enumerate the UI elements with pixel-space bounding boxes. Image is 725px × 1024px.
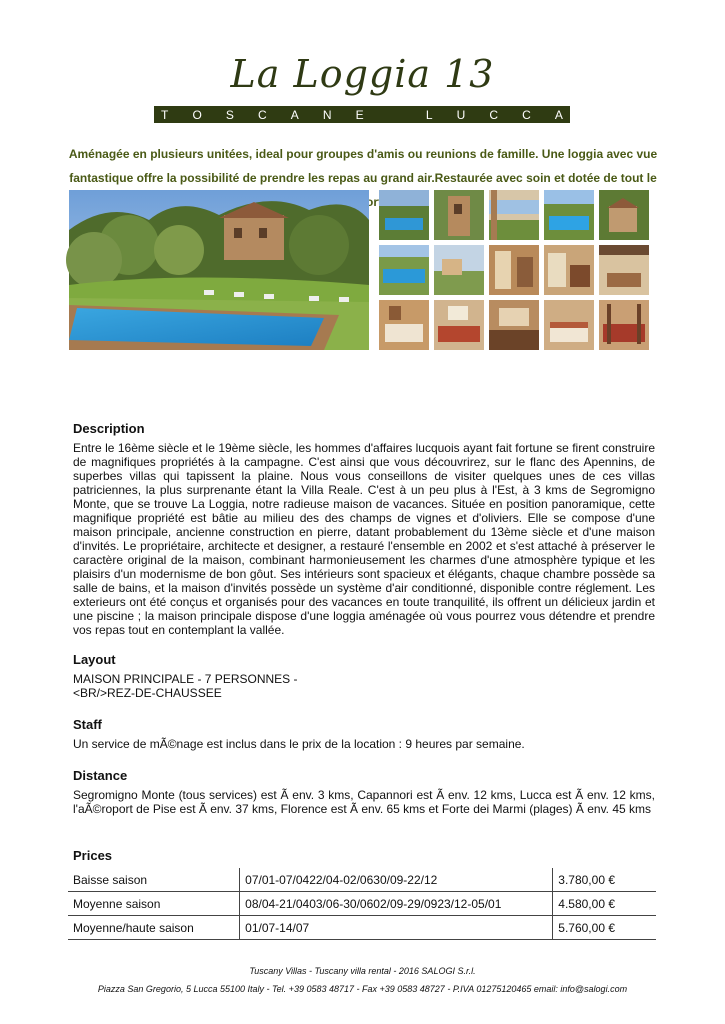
dates-cell: 01/07-14/07	[240, 916, 553, 940]
main-photo	[69, 190, 369, 350]
table-row	[68, 868, 656, 892]
thumbnail[interactable]	[544, 245, 594, 295]
layout-section	[73, 652, 655, 700]
band-letter: U	[456, 107, 466, 122]
band-letter: E	[355, 107, 364, 122]
description-text: Entre le 16ème siècle et le 19ème siècle, les hommes d'affaires lucquois ayant fait fortune se firent construire de magnifiques propriétés à la campagne. C'est ainsi que vous découvrirez, sur le flanc des Apennins, de superbes villas qui tapissent la plaine. Nous vous conseillons de visiter quelques unes de ces villas patriciennes, la plus surprenante étant la Villa Reale. C'est à un peu plus à l'Est, à 3 kms de Segromigno Monte, que se trouve La Loggia, notre radieuse maison de vacances. Située en position panoramique, cette magnifique propriété est bâtie au milieu des des champs de vignes et d'oliviers. Elle se compose d'une maison principale, ancienne construction en pierre, datant probablement du 13ème siècle et d'une maison d'invités. Le propriétaire, architecte et designer, a restauré l'ensemble en 2002 et s'est attaché à préserver le caractère original de la maison, combinant harmonieusement les charmes d'une atmosphère typique et les plaisirs d'un modernisme de bon gôut. Ses intérieurs sont spacieux et élégants, chaque chambre possède sa salle de bains, et la maison d'invités possède un système d'air conditionné, disponible contre réglement. Les exterieurs ont été conçus et organisés pour des vacances en toute tranquilité, ils offrent un délicieux jardin et une piscine ; la maison principale dispose d'une loggia aménagée où vous pourrez vous détendre et prendre vos repas tout en contemplant la vallée.	[73, 441, 655, 637]
prices-heading: Prices	[73, 848, 113, 863]
thumbnail[interactable]	[379, 245, 429, 295]
layout-line: MAISON PRINCIPALE - 7 PERSONNES -	[73, 672, 298, 686]
dates-cell: 08/04-21/0403/06-30/0602/09-29/0923/12-05/01	[240, 892, 553, 916]
season-cell: Moyenne saison	[68, 892, 240, 916]
table-row	[68, 916, 656, 940]
staff-heading: Staff	[73, 717, 102, 732]
distance-text: Segromigno Monte (tous services) est Ã env. 3 kms, Capannori est Ã env. 12 kms, Lucca est Ã env. 12 kms, l'aÃ©roport de Pise est Ã env. 37 kms, Florence est Ã env. 65 kms et Forte dei Marmi (plages) Ã env. 45 kms	[73, 788, 655, 816]
layout-heading: Layout	[73, 652, 116, 667]
band-letter: L	[425, 107, 433, 122]
staff-section	[73, 717, 655, 751]
distance-heading: Distance	[73, 768, 128, 783]
thumbnail[interactable]	[599, 245, 649, 295]
band-letter: S	[225, 107, 234, 122]
photo-thumbnails	[379, 190, 651, 350]
description-heading: Description	[73, 421, 145, 436]
prices-section	[73, 848, 655, 868]
band-letter: T	[161, 107, 169, 122]
thumbnail[interactable]	[599, 300, 649, 350]
prices-table	[68, 868, 656, 940]
thumbnail[interactable]	[489, 190, 539, 240]
thumbnail[interactable]	[379, 300, 429, 350]
price-cell: 3.780,00 €	[553, 868, 656, 892]
thumbnail[interactable]	[434, 245, 484, 295]
footer-address: Piazza San Gregorio, 5 Lucca 55100 Italy - Tel. +39 0583 48717 - Fax +39 0583 48727 - P.IVA 01275120465 email: info@salogi.com	[97, 984, 628, 994]
layout-line: <BR/>REZ-DE-CHAUSSEE	[73, 686, 222, 700]
band-letter: C	[257, 107, 267, 122]
dates-cell: 07/01-07/0422/04-02/0630/09-22/12	[240, 868, 553, 892]
band-letter: C	[522, 107, 531, 122]
thumbnail[interactable]	[599, 190, 649, 240]
band-letter: C	[489, 107, 499, 122]
thumbnail[interactable]	[434, 300, 484, 350]
price-cell: 5.760,00 €	[553, 916, 656, 940]
thumbnail[interactable]	[544, 300, 594, 350]
description-section	[73, 421, 655, 637]
thumbnail[interactable]	[489, 300, 539, 350]
season-cell: Moyenne/haute saison	[68, 916, 240, 940]
thumbnail[interactable]	[544, 190, 594, 240]
footer-line: Tuscany Villas - Tuscany villa rental - 2016 SALOGI S.r.l.	[249, 966, 476, 976]
location-band	[154, 106, 570, 123]
table-row	[68, 892, 656, 916]
distance-section	[73, 768, 655, 816]
price-cell: 4.580,00 €	[553, 892, 656, 916]
thumbnail[interactable]	[489, 245, 539, 295]
band-letter: A	[290, 107, 299, 122]
staff-text: Un service de mÃ©nage est inclus dans le prix de la location : 9 heures par semaine.	[73, 737, 525, 751]
season-cell: Baisse saison	[68, 868, 240, 892]
band-letter: A	[554, 107, 563, 122]
page-title: La Loggia 13	[230, 52, 495, 96]
band-letter: O	[192, 107, 202, 122]
band-letter: N	[322, 107, 332, 122]
thumbnail[interactable]	[434, 190, 484, 240]
intro-text: Aménagée en plusieurs unitées, ideal pour groupes d'amis ou reunions de famille. Une loggia avec vue fantastique offre la possibilité de prendre les repas au grand air.Restaurée avec soin et dotée de tout le	[68, 147, 658, 185]
thumbnail[interactable]	[379, 190, 429, 240]
